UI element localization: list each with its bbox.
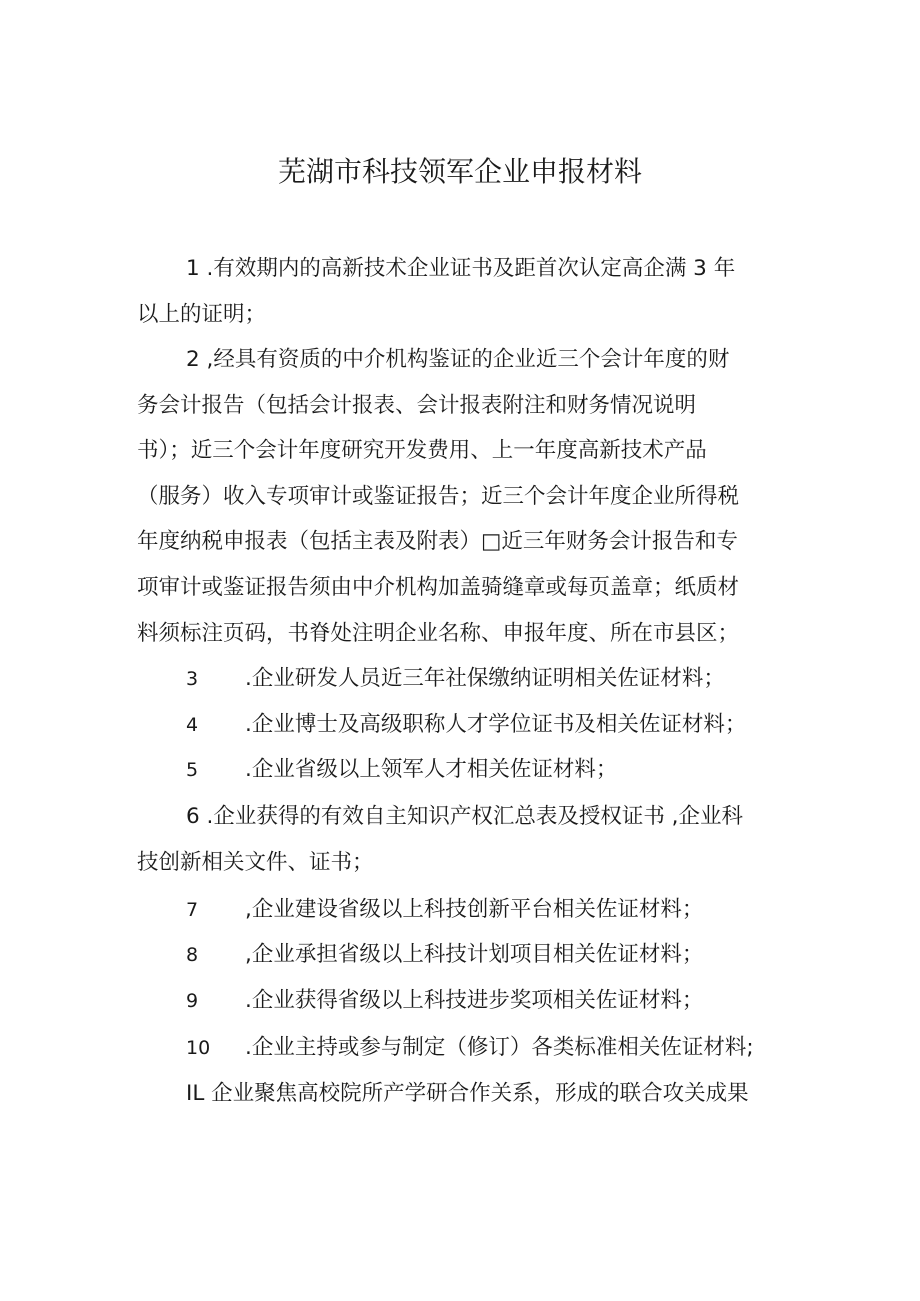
- item-8-number: 8: [186, 944, 199, 966]
- document-title: 芜湖市科技领军企业申报材料: [277, 155, 642, 188]
- item-8-text: ,企业承担省级以上科技计划项目相关佐证材料；: [245, 942, 704, 967]
- item-3-number: 3: [186, 668, 199, 690]
- item-1-line-1: 1 .有效期内的高新技术企业证书及距首次认定高企满 3 年: [186, 256, 736, 281]
- item-7-text: ,企业建设省级以上科技创新平台相关佐证材料；: [245, 897, 704, 922]
- item-11-line-1: IL 企业聚焦高校院所产学研合作关系，形成的联合攻关成果: [186, 1081, 749, 1106]
- item-2-line-5: 年度纳税申报表（包括主表及附表）□近三年财务会计报告和专: [137, 529, 738, 554]
- item-2-line-3: 书）；近三个会计年度研究开发费用、上一年度高新技术产品: [137, 438, 707, 463]
- item-10-number: 10: [186, 1037, 211, 1059]
- item-1-line-2: 以上的证明；: [137, 302, 267, 327]
- item-2-line-2: 务会计报告（包括会计报表、会计报表附注和财务情况说明: [137, 393, 697, 418]
- item-9-number: 9: [186, 990, 199, 1012]
- item-6-line-2: 技创新相关文件、证书；: [137, 850, 374, 875]
- item-2-line-1: 2 ,经具有资质的中介机构鉴证的企业近三个会计年度的财: [186, 347, 730, 372]
- item-10-text: .企业主持或参与制定（修订）各类标准相关佐证材料;: [245, 1035, 754, 1060]
- item-3-text: .企业研发人员近三年社保缴纳证明相关佐证材料；: [245, 666, 725, 691]
- item-9-text: .企业获得省级以上科技进步奖项相关佐证材料；: [245, 988, 704, 1013]
- item-7-number: 7: [186, 899, 199, 921]
- item-2-line-6: 项审计或鉴证报告须由中介机构加盖骑缝章或每页盖章；纸质材: [137, 575, 740, 600]
- item-5-text: .企业省级以上领军人才相关佐证材料；: [245, 757, 618, 782]
- item-6-line-1: 6 .企业获得的有效自主知识产权汇总表及授权证书 ,企业科: [186, 804, 744, 829]
- item-2-line-7: 料须标注页码，书脊处注明企业名称、申报年度、所在市县区；: [137, 621, 740, 646]
- item-4-number: 4: [186, 714, 199, 736]
- item-5-number: 5: [186, 759, 199, 781]
- item-2-line-4: （服务）收入专项审计或鉴证报告；近三个会计年度企业所得税: [137, 484, 740, 509]
- item-4-text: .企业博士及高级职称人才学位证书及相关佐证材料；: [245, 712, 747, 737]
